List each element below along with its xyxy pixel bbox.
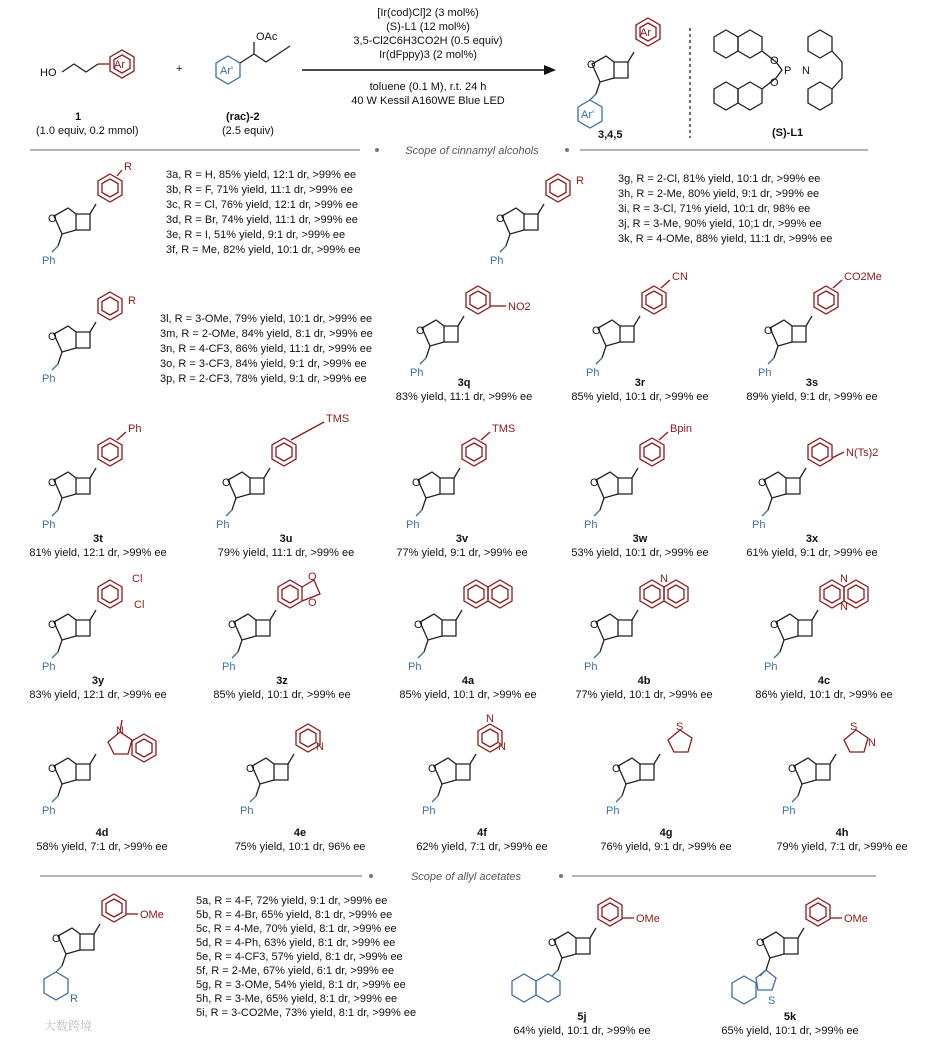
svg-text:3a, R = H, 85% yield, 12:1 dr,: 3a, R = H, 85% yield, 12:1 dr, >99% ee — [166, 169, 357, 181]
compound-4h — [776, 721, 907, 853]
svg-text:62% yield, 7:1 dr, >99% ee: 62% yield, 7:1 dr, >99% ee — [416, 841, 548, 853]
svg-text:TMS: TMS — [492, 423, 516, 435]
svg-text:O: O — [788, 763, 797, 775]
svg-text:4c: 4c — [817, 675, 831, 687]
compound-5k — [721, 898, 867, 1037]
compound-4c — [755, 573, 892, 701]
svg-text:O: O — [612, 763, 621, 775]
group-a-list — [166, 169, 360, 256]
svg-text:Ph: Ph — [752, 519, 766, 531]
svg-text:O: O — [414, 619, 423, 631]
svg-text:79% yield, 7:1 dr, >99% ee: 79% yield, 7:1 dr, >99% ee — [776, 841, 908, 853]
svg-text:(S)-L1 (12 mol%): (S)-L1 (12 mol%) — [386, 21, 470, 33]
svg-text:40 W Kessil A160WE Blue LED: 40 W Kessil A160WE Blue LED — [351, 95, 505, 107]
svg-text:3w: 3w — [632, 533, 648, 545]
svg-text:3e, R = I, 51% yield, 9:1 dr,: 3e, R = I, 51% yield, 9:1 dr, >99% ee — [166, 229, 346, 241]
svg-text:Scope of allyl acetates: Scope of allyl acetates — [410, 871, 522, 883]
svg-text:3f, R = Me, 82% yield, 10:1 dr: 3f, R = Me, 82% yield, 10:1 dr, >99% ee — [166, 244, 361, 256]
reagent-allyl-acetate — [216, 31, 290, 137]
svg-text:5g, R = 3-OMe, 54% yield, 8:1: 5g, R = 3-OMe, 54% yield, 8:1 dr, >99% ee — [196, 979, 406, 991]
svg-text:5b, R = 4-Br, 65% yield, 8:1 d: 5b, R = 4-Br, 65% yield, 8:1 dr, >99% ee — [196, 909, 393, 921]
svg-text:Ph: Ph — [42, 805, 56, 817]
svg-text:81% yield, 12:1 dr, >99% ee: 81% yield, 12:1 dr, >99% ee — [29, 547, 167, 559]
svg-text:Ph: Ph — [222, 661, 236, 673]
svg-text:N: N — [116, 725, 124, 737]
svg-text:Ar: Ar — [640, 27, 651, 39]
svg-text:Ph: Ph — [584, 661, 598, 673]
hydroxyl-label: HO — [40, 67, 57, 79]
svg-text:77% yield, 9:1 dr, >99% ee: 77% yield, 9:1 dr, >99% ee — [396, 547, 528, 559]
svg-text:N(Ts)2: N(Ts)2 — [846, 447, 879, 459]
reagent2-number: (rac)-2 — [226, 111, 260, 123]
section1-header — [30, 145, 868, 157]
svg-text:5h, R = 3-Me, 65% yield, 8:1 d: 5h, R = 3-Me, 65% yield, 8:1 dr, >99% ee — [196, 993, 398, 1005]
svg-text:O: O — [428, 763, 437, 775]
svg-text:Ph: Ph — [606, 805, 620, 817]
compound-3t — [29, 423, 166, 559]
svg-text:Ph: Ph — [128, 423, 142, 435]
svg-text:85% yield, 10:1 dr, >99% ee: 85% yield, 10:1 dr, >99% ee — [213, 689, 351, 701]
compound-5j — [512, 898, 660, 1037]
svg-text:P: P — [784, 65, 792, 77]
svg-text:Ir(dFppy)3 (2 mol%): Ir(dFppy)3 (2 mol%) — [379, 49, 477, 61]
svg-text:TMS: TMS — [326, 413, 350, 425]
svg-text:61% yield, 9:1 dr, >99% ee: 61% yield, 9:1 dr, >99% ee — [746, 547, 878, 559]
compound-4d — [36, 720, 167, 853]
svg-text:3i, R = 3-Cl, 71% yield, 10:1: 3i, R = 3-Cl, 71% yield, 10:1 dr, 98% ee — [618, 203, 811, 215]
svg-text:3n, R = 4-CF3, 86% yield, 11:1: 3n, R = 4-CF3, 86% yield, 11:1 dr, >99% ee — [160, 343, 372, 355]
svg-text:4h: 4h — [835, 827, 849, 839]
svg-text:N: N — [660, 573, 668, 585]
svg-text:83% yield, 12:1 dr, >99% ee: 83% yield, 12:1 dr, >99% ee — [29, 689, 167, 701]
compound-3s — [746, 271, 882, 403]
svg-text:5f, R = 2-Me, 67% yield, 6:1 d: 5f, R = 2-Me, 67% yield, 6:1 dr, >99% ee — [196, 965, 395, 977]
svg-text:O: O — [770, 619, 779, 631]
ar-label: Ar — [114, 59, 125, 71]
svg-text:O: O — [48, 213, 57, 225]
svg-text:58% yield, 7:1 dr, >99% ee: 58% yield, 7:1 dr, >99% ee — [36, 841, 168, 853]
svg-text:3j, R = 3-Me, 90% yield, 10;1: 3j, R = 3-Me, 90% yield, 10;1 dr, >99% ee — [618, 218, 822, 230]
svg-text:3c, R = Cl, 76% yield, 12:1 dr: 3c, R = Cl, 76% yield, 12:1 dr, >99% ee — [166, 199, 359, 211]
svg-text:3x: 3x — [805, 533, 819, 545]
svg-text:4d: 4d — [95, 827, 109, 839]
svg-text:N: N — [840, 573, 848, 585]
svg-text:O: O — [496, 213, 505, 225]
svg-text:N: N — [840, 601, 848, 613]
svg-text:3t: 3t — [93, 533, 103, 545]
group-d-list — [196, 895, 416, 1019]
compound-4e — [235, 724, 366, 853]
svg-text:O: O — [592, 325, 601, 337]
svg-text:53% yield, 10:1 dr, >99% ee: 53% yield, 10:1 dr, >99% ee — [571, 547, 709, 559]
svg-text:5j: 5j — [577, 1011, 587, 1023]
section2-header — [40, 871, 876, 883]
reaction-conditions — [351, 7, 505, 107]
group-c-list — [160, 313, 373, 385]
svg-text:S: S — [768, 995, 776, 1007]
svg-text:OMe: OMe — [844, 913, 868, 925]
compound-3x — [746, 438, 878, 559]
svg-text:S: S — [850, 721, 858, 733]
svg-text:R: R — [124, 161, 132, 173]
svg-text:N: N — [498, 741, 506, 753]
svg-text:3g, R = 2-Cl, 81% yield, 10:1: 3g, R = 2-Cl, 81% yield, 10:1 dr, >99% ee — [618, 173, 821, 185]
svg-text:O: O — [590, 619, 599, 631]
svg-text:O: O — [416, 325, 425, 337]
svg-text:O: O — [412, 477, 421, 489]
svg-text:5e, R = 4-CF3, 57% yield, 8:1: 5e, R = 4-CF3, 57% yield, 8:1 dr, >99% ee — [196, 951, 403, 963]
svg-text:3m, R = 2-OMe, 84% yield, 8:1: 3m, R = 2-OMe, 84% yield, 8:1 dr, >99% ee — [160, 328, 373, 340]
svg-text:Bpin: Bpin — [670, 423, 693, 435]
svg-text:O: O — [756, 937, 765, 949]
svg-text:Ph: Ph — [42, 519, 56, 531]
watermark-text: 大数跨境 — [44, 1019, 93, 1033]
svg-text:5c, R = 4-Me, 70% yield, 8:1 d: 5c, R = 4-Me, 70% yield, 8:1 dr, >99% ee — [196, 923, 397, 935]
svg-text:77% yield, 10:1 dr, >99% ee: 77% yield, 10:1 dr, >99% ee — [575, 689, 713, 701]
svg-text:4g: 4g — [659, 827, 673, 839]
svg-text:76% yield, 9:1 dr, >99% ee: 76% yield, 9:1 dr, >99% ee — [600, 841, 732, 853]
svg-text:3b, R = F, 71% yield, 11:1 dr,: 3b, R = F, 71% yield, 11:1 dr, >99% ee — [166, 184, 353, 196]
compound-3y — [29, 573, 166, 701]
svg-text:N: N — [316, 741, 324, 753]
compound-group-a — [42, 161, 132, 267]
svg-text:Cl: Cl — [134, 599, 145, 611]
svg-text:O: O — [590, 477, 599, 489]
svg-text:O: O — [548, 937, 557, 949]
svg-text:4b: 4b — [637, 675, 651, 687]
svg-text:85% yield, 10:1 dr, >99% ee: 85% yield, 10:1 dr, >99% ee — [571, 391, 709, 403]
svg-text:3v: 3v — [455, 533, 469, 545]
svg-text:OMe: OMe — [140, 909, 164, 921]
compound-3z — [213, 571, 350, 701]
oac-label: OAc — [256, 31, 278, 43]
svg-text:Ph: Ph — [240, 805, 254, 817]
svg-text:75% yield, 10:1 dr, 96% ee: 75% yield, 10:1 dr, 96% ee — [234, 841, 366, 853]
svg-text:3r: 3r — [634, 377, 646, 389]
svg-text:83% yield, 11:1 dr, >99% ee: 83% yield, 11:1 dr, >99% ee — [395, 391, 533, 403]
svg-text:5k: 5k — [783, 1011, 797, 1023]
svg-text:4e: 4e — [293, 827, 307, 839]
svg-text:85% yield, 10:1 dr, >99% ee: 85% yield, 10:1 dr, >99% ee — [399, 689, 537, 701]
svg-text:Ph: Ph — [584, 519, 598, 531]
reagent1-number: 1 — [75, 111, 82, 123]
svg-text:NO2: NO2 — [508, 301, 531, 313]
svg-text:O: O — [48, 331, 57, 343]
svg-text:Ph: Ph — [408, 661, 422, 673]
ligand-structure — [714, 30, 842, 139]
svg-text:O: O — [228, 619, 237, 631]
svg-text:3o, R = 3-CF3, 84% yield, 9:1: 3o, R = 3-CF3, 84% yield, 9:1 dr, >99% ee — [160, 358, 367, 370]
svg-text:65% yield, 10:1 dr, >99% ee: 65% yield, 10:1 dr, >99% ee — [721, 1025, 859, 1037]
svg-text:Cl: Cl — [132, 573, 143, 585]
svg-text:5i, R = 3-CO2Me, 73% yield, 8:: 5i, R = 3-CO2Me, 73% yield, 8:1 dr, >99% ee — [196, 1007, 417, 1019]
svg-text:3q: 3q — [457, 377, 471, 389]
svg-text:OMe: OMe — [636, 913, 660, 925]
svg-text:Ph: Ph — [42, 661, 56, 673]
reagent2-equiv: (2.5 equiv) — [222, 125, 274, 137]
svg-text:5d, R = 4-Ph, 63% yield, 8:1 d: 5d, R = 4-Ph, 63% yield, 8:1 dr, >99% ee — [196, 937, 396, 949]
svg-text:Ph: Ph — [764, 661, 778, 673]
compound-4f — [416, 713, 547, 853]
svg-text:O: O — [308, 597, 317, 609]
compound-4g — [600, 721, 731, 853]
group-b-list — [618, 173, 832, 245]
svg-text:5a, R = 4-F, 72% yield, 9:1 dr: 5a, R = 4-F, 72% yield, 9:1 dr, >99% ee — [196, 895, 388, 907]
svg-text:O: O — [246, 763, 255, 775]
svg-text:Ph: Ph — [42, 255, 56, 267]
svg-text:Scope of cinnamyl alcohols: Scope of cinnamyl alcohols — [405, 145, 539, 157]
svg-text:O: O — [758, 477, 767, 489]
reaction-arrow — [302, 65, 556, 75]
svg-text:O: O — [587, 59, 596, 71]
reagent1-equiv: (1.0 equiv, 0.2 mmol) — [36, 125, 139, 137]
compound-3u — [216, 413, 354, 559]
compound-4a — [399, 580, 536, 701]
svg-text:89% yield, 9:1 dr, >99% ee: 89% yield, 9:1 dr, >99% ee — [746, 391, 878, 403]
svg-text:O: O — [222, 477, 231, 489]
svg-text:O: O — [770, 77, 779, 89]
svg-text:79% yield, 11:1 dr, >99% ee: 79% yield, 11:1 dr, >99% ee — [217, 547, 355, 559]
svg-text:3h, R = 2-Me, 80% yield, 9:1 d: 3h, R = 2-Me, 80% yield, 9:1 dr, >99% ee — [618, 188, 820, 200]
svg-text:3s: 3s — [805, 377, 819, 389]
svg-text:N: N — [802, 65, 810, 77]
svg-text:S: S — [676, 721, 684, 733]
svg-text:R: R — [70, 993, 78, 1005]
svg-text:R: R — [128, 295, 136, 307]
svg-text:3,4,5: 3,4,5 — [598, 129, 623, 141]
svg-text:Ph: Ph — [422, 805, 436, 817]
svg-text:Ph: Ph — [586, 367, 600, 379]
svg-text:toluene (0.1 M), r.t. 24 h: toluene (0.1 M), r.t. 24 h — [369, 81, 487, 93]
product-general — [578, 18, 660, 141]
compound-4b — [575, 573, 712, 701]
svg-text:Ph: Ph — [406, 519, 420, 531]
svg-text:[Ir(cod)Cl]2 (3 mol%): [Ir(cod)Cl]2 (3 mol%) — [377, 7, 479, 19]
svg-text:O: O — [48, 477, 57, 489]
svg-text:3k, R = 4-OMe, 88% yield, 11:1: 3k, R = 4-OMe, 88% yield, 11:1 dr, >99% ee — [618, 233, 833, 245]
reagent-cinnamyl-alcohol — [36, 50, 139, 137]
svg-text:O: O — [48, 763, 57, 775]
svg-text:3,5-Cl2C6H3CO2H (0.5 equiv): 3,5-Cl2C6H3CO2H (0.5 equiv) — [353, 35, 503, 47]
svg-text:N: N — [868, 737, 876, 749]
svg-text:Ph: Ph — [216, 519, 230, 531]
svg-text:O: O — [52, 933, 61, 945]
compound-3r — [571, 271, 708, 403]
svg-text:3l, R = 3-OMe, 79% yield, 10:1: 3l, R = 3-OMe, 79% yield, 10:1 dr, >99% ee — [160, 313, 373, 325]
svg-text:O: O — [764, 325, 773, 337]
svg-text:CN: CN — [672, 271, 688, 283]
svg-text:Ph: Ph — [42, 373, 56, 385]
svg-text:Ph: Ph — [490, 255, 504, 267]
compound-group-c — [42, 292, 136, 385]
svg-text:(S)-L1: (S)-L1 — [772, 127, 804, 139]
compound-group-b — [490, 174, 584, 267]
compound-3w — [571, 423, 708, 559]
svg-text:3z: 3z — [276, 675, 288, 687]
svg-text:Ar': Ar' — [581, 109, 595, 121]
svg-text:Ph: Ph — [758, 367, 772, 379]
svg-text:86% yield, 10:1 dr, >99% ee: 86% yield, 10:1 dr, >99% ee — [755, 689, 893, 701]
svg-text:3u: 3u — [279, 533, 293, 545]
svg-text:3p, R = 2-CF3, 78% yield, 9:1: 3p, R = 2-CF3, 78% yield, 9:1 dr, >99% ee — [160, 373, 367, 385]
svg-text:O: O — [48, 619, 57, 631]
ar-prime-label: Ar' — [220, 65, 234, 77]
svg-text:4f: 4f — [477, 827, 487, 839]
svg-text:O: O — [308, 571, 317, 583]
svg-text:Ph: Ph — [410, 367, 424, 379]
svg-text:Ph: Ph — [782, 805, 796, 817]
svg-text:O: O — [770, 55, 779, 67]
svg-text:R: R — [576, 175, 584, 187]
svg-text:CO2Me: CO2Me — [844, 271, 882, 283]
svg-text:N: N — [486, 713, 494, 725]
compound-group-d — [44, 894, 164, 1005]
compound-3q — [396, 286, 532, 403]
plus-sign: + — [176, 63, 183, 75]
svg-text:64% yield, 10:1 dr, >99% ee: 64% yield, 10:1 dr, >99% ee — [513, 1025, 651, 1037]
svg-text:4a: 4a — [461, 675, 475, 687]
compound-3v — [396, 423, 527, 559]
svg-text:3y: 3y — [91, 675, 105, 687]
svg-text:3d, R = Br, 74% yield, 11:1 dr: 3d, R = Br, 74% yield, 11:1 dr, >99% ee — [166, 214, 358, 226]
